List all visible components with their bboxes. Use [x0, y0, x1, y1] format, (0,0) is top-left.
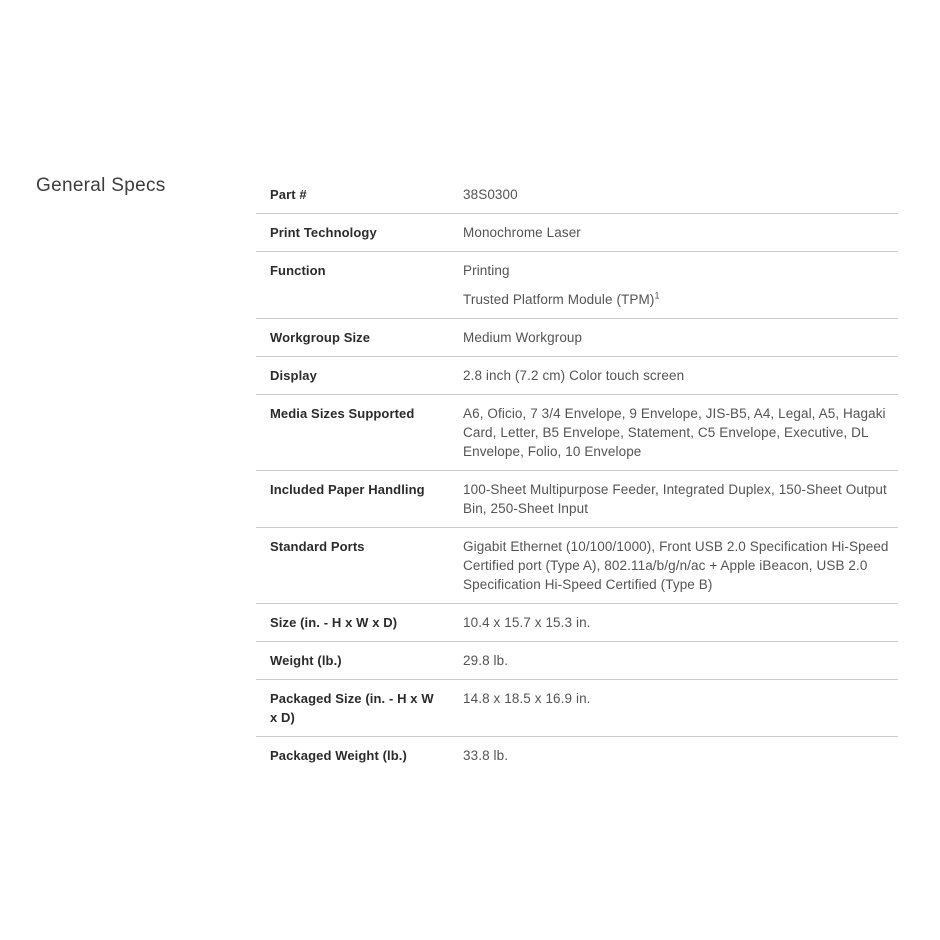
spec-row: [256, 176, 898, 214]
spec-value: [463, 689, 898, 708]
spec-row: [256, 737, 898, 774]
spec-value-line: Gigabit Ethernet (10/100/1000), Front USB 2.0 Specification Hi-Speed Certified port (Type A), 802.11a/b/g/n/ac + Apple iBeacon, USB 2.0 Specification Hi-Speed Certified (Type B): [463, 539, 889, 592]
spec-row: [256, 471, 898, 528]
spec-value-line: 14.8 x 18.5 x 16.9 in.: [463, 691, 591, 706]
spec-label: Print Technology: [270, 225, 377, 240]
spec-value: [463, 613, 898, 632]
spec-value: [463, 404, 898, 461]
spec-label: Packaged Weight (lb.): [270, 748, 407, 763]
spec-value: [463, 366, 898, 385]
spec-label: Weight (lb.): [270, 653, 342, 668]
spec-row: [256, 528, 898, 604]
spec-table: [256, 176, 898, 774]
spec-label: Size (in. - H x W x D): [270, 615, 398, 630]
spec-value-line: 33.8 lb.: [463, 748, 509, 763]
spec-value-line: Monochrome Laser: [463, 225, 581, 240]
spec-value-line: 100-Sheet Multipurpose Feeder, Integrated Duplex, 150-Sheet Output Bin, 250-Sheet Input: [463, 482, 887, 516]
spec-label: Function: [270, 263, 326, 278]
spec-row: [256, 357, 898, 395]
spec-label: Workgroup Size: [270, 330, 371, 345]
spec-value: [463, 746, 898, 765]
spec-label: Standard Ports: [270, 539, 365, 554]
spec-label: Part #: [270, 187, 307, 202]
footnote-superscript: 1: [654, 290, 660, 301]
spec-value: [463, 328, 898, 347]
spec-value-line: Printing: [463, 263, 510, 278]
spec-label: Packaged Size (in. - H x W x D): [270, 691, 434, 725]
general-specs-section: [36, 176, 898, 774]
spec-row: [256, 604, 898, 642]
spec-value-line: 2.8 inch (7.2 cm) Color touch screen: [463, 368, 685, 383]
spec-value: [463, 261, 898, 309]
spec-value-line: A6, Oficio, 7 3/4 Envelope, 9 Envelope, JIS-B5, A4, Legal, A5, Hagaki Card, Letter, B5 Envelope, Statement, C5 Envelope, Executive, DL Envelope, Folio, 10 Envelope: [463, 406, 886, 459]
spec-value: [463, 537, 898, 594]
spec-value-line: Medium Workgroup: [463, 330, 583, 345]
spec-value-line: 38S0300: [463, 187, 518, 202]
spec-label: Media Sizes Supported: [270, 406, 415, 421]
section-title: General Specs: [36, 175, 166, 196]
spec-row: [256, 395, 898, 471]
spec-row: [256, 319, 898, 357]
spec-row: [256, 252, 898, 319]
spec-value-line: Trusted Platform Module (TPM)$^1$: [463, 290, 660, 307]
spec-row: [256, 680, 898, 737]
spec-value: [463, 651, 898, 670]
spec-value-line: 10.4 x 15.7 x 15.3 in.: [463, 615, 591, 630]
spec-value: [463, 223, 898, 242]
spec-label: Included Paper Handling: [270, 482, 425, 497]
spec-value-line: 29.8 lb.: [463, 653, 509, 668]
spec-value: [463, 480, 898, 518]
spec-value: [463, 185, 898, 204]
spec-row: [256, 642, 898, 680]
spec-label: Display: [270, 368, 317, 383]
spec-row: [256, 214, 898, 252]
